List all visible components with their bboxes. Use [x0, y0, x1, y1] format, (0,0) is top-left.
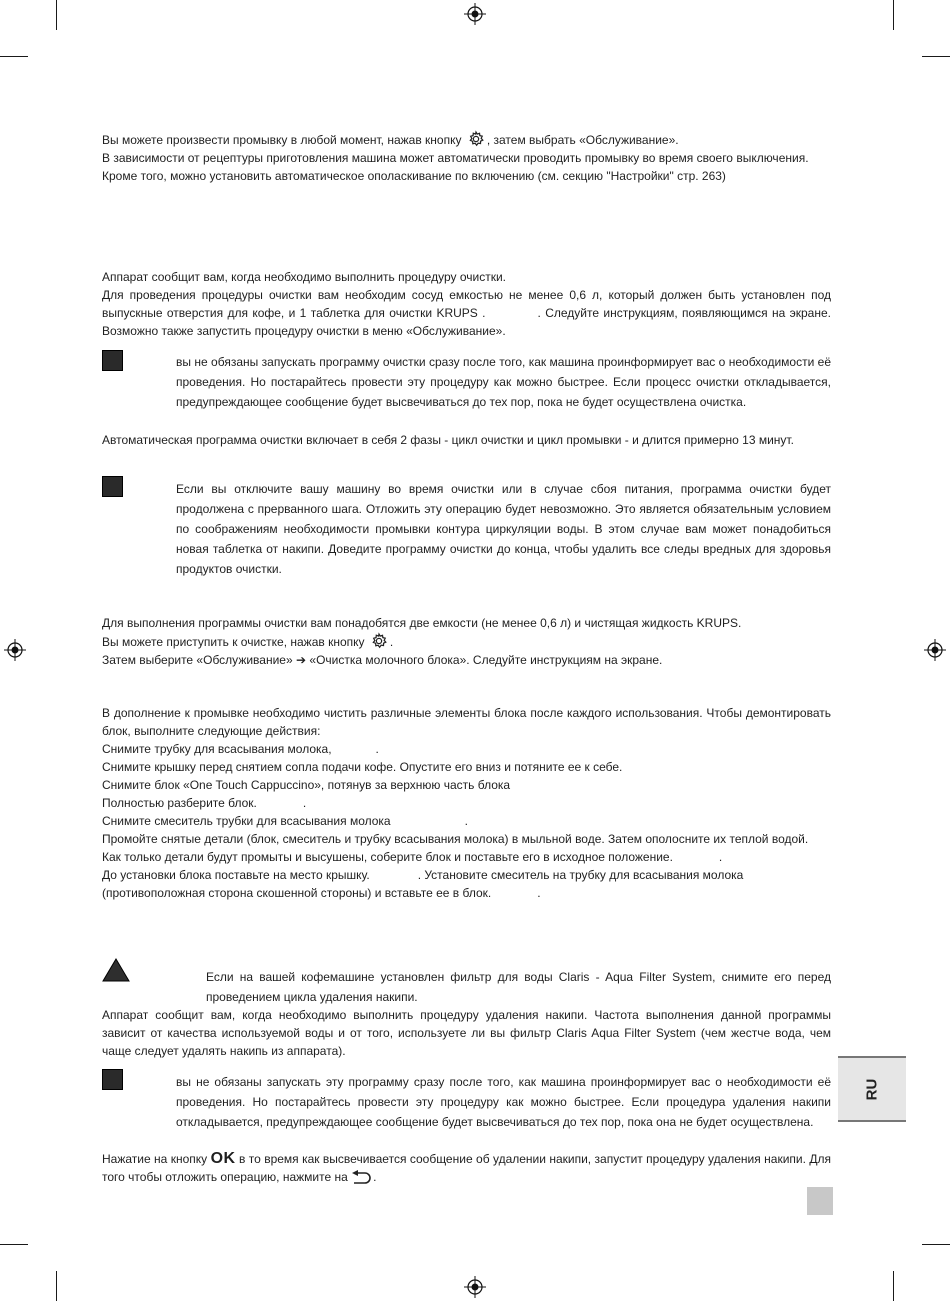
crop-mark: [56, 0, 57, 30]
cover-instruction-b: . Установите смеситель на трубку для всасывания молока: [417, 868, 744, 882]
step-4: Полностью разберите блок.: [102, 796, 257, 810]
cover-instruction-c: (противоположная сторона скошенной стороны) и вставьте ее в блок.: [102, 886, 492, 900]
step-5: Снимите смеситель трубки для всасывания молока: [102, 814, 391, 828]
crop-mark: [0, 1244, 28, 1245]
step-2: Снимите крышку перед снятием сопла подачи кофе. Опустите его вниз и потяните ее к себе.: [102, 760, 623, 774]
cover-instruction-a: До установки блока поставьте на место крышку.: [102, 868, 370, 882]
descaling-warning: Если на вашей кофемашине установлен фильтр для воды Claris - Aqua Filter System, снимите его перед проведением цикла удаления накипи.: [206, 970, 831, 1004]
note-square-icon: [102, 476, 123, 497]
language-tab: [838, 1056, 906, 1122]
warning-triangle-icon: [102, 958, 130, 982]
cleaning-intro: [102, 268, 831, 340]
crop-mark: [893, 1271, 894, 1301]
descaling-intro: Аппарат сообщит вам, когда необходимо выполнить процедуру удаления накипи. Частота выполнения данной программы зависит от качества используемой воды и от того, используете ли вы фильтр Claris Aqua Filter System (чем жестче вода, чем чаще следует удалять накипь из аппарата).: [102, 1008, 831, 1058]
cleaning-phases: Автоматическая программа очистки включает в себя 2 фазы - цикл очистки и цикл промывки - и длится примерно 13 минут.: [102, 433, 794, 447]
ok-line-mid: в то время как высвечивается сообщение об удалении накипи, запустит процедуру удаления накипи. Для того чтобы отложить операцию, нажмите на: [102, 1152, 831, 1184]
rinse-line-1-end: , затем выбрать «Обслуживание».: [486, 133, 679, 147]
back-arrow-icon: [351, 1170, 373, 1184]
milk-line-1: Для выполнения программы очистки вам понадобятся две емкости (не менее 0,6 л) и чистящая жидкость KRUPS.: [102, 616, 742, 630]
cleaning-intro-line: Аппарат сообщит вам, когда необходимо выполнить процедуру очистки.: [102, 270, 506, 284]
ok-button-label: OK: [210, 1150, 236, 1167]
cover-end: .: [537, 886, 541, 900]
step-5-end: .: [464, 814, 468, 828]
wash-instruction: Промойте снятые детали (блок, смеситель и трубку всасывания молока) в мыльной воде. Затем ополосните их теплой водой.: [102, 832, 809, 846]
milk-line-3-start: Затем выберите «Обслуживание»: [102, 653, 293, 667]
crop-mark: [922, 56, 950, 57]
gear-icon: [465, 130, 487, 148]
cleaning-note-2: Если вы отключите вашу машину во время очистки или в случае сбоя питания, программа очистки будет продолжена с прерванного шага. Отложить эту операцию будет невозможно. Это является обязательным условием по соображениям необходимости промывки контура циркуляции воды. В этом случае вам может понадобиться новая таблетка от накипи. Доведите программу очистки до конца, чтобы удалить все следы вредных для здоровья продуктов очистки.: [176, 482, 831, 576]
assemble-end: .: [718, 850, 723, 864]
step-1: Снимите трубку для всасывания молока,: [102, 742, 332, 756]
step-1-end: .: [375, 742, 379, 756]
note-square-icon: [102, 350, 123, 371]
cleaning-note-1: вы не обязаны запускать программу очистки сразу после того, как машина проинформирует вас о необходимости её проведения. Но постарайтесь провести эту процедуру как можно быстрее. Если процесс очистки откладывается, предупреждающее сообщение будет высвечиваться до тех пор, пока не будет осуществлена очистка.: [176, 355, 831, 409]
rinse-paragraph: [102, 130, 831, 185]
crop-mark: [922, 1244, 950, 1245]
disassembly-intro: В дополнение к промывке необходимо чистить различные элементы блока после каждого использования. Чтобы демонтировать блок, выполните следующие действия:: [102, 706, 831, 738]
milk-line-2-start: Вы можете приступить к очистке, нажав кнопку: [102, 635, 365, 649]
note-square-icon: [102, 1069, 123, 1090]
rinse-line-3: Кроме того, можно установить автоматическое ополаскивание по включению (см. секцию "Настройки" стр. 263): [102, 169, 726, 183]
milk-cleaning-paragraph: [102, 614, 831, 669]
ok-line-start: Нажатие на кнопку: [102, 1152, 208, 1166]
registration-mark-icon: [4, 639, 26, 661]
crop-mark: [56, 1271, 57, 1301]
ok-line-end: .: [373, 1170, 377, 1184]
registration-mark-icon: [464, 1276, 486, 1298]
page-number-box: [807, 1187, 833, 1215]
step-3: Снимите блок «One Touch Cappuccino», потянув за верхнюю часть блока: [102, 778, 511, 792]
descaling-ok-paragraph: [102, 1150, 831, 1186]
cleaning-details-a: Для проведения процедуры очистки вам необходим сосуд емкостью не менее 0,6 л, который должен быть установлен под выпускные отверстия для кофе, и 1 таблетка для очистки KRUPS .: [102, 288, 831, 320]
disassembly-paragraph: [102, 704, 831, 902]
rinse-line-1-start: Вы можете произвести промывку в любой момент, нажав кнопку: [102, 133, 462, 147]
registration-mark-icon: [464, 3, 486, 25]
cleaning-details-b: . Следуйте инструкциям, появляющимся на экране. Возможно также запустить процедуру очистки в меню «Обслуживание».: [102, 306, 831, 338]
milk-line-2-end: .: [389, 635, 394, 649]
step-4-end: .: [302, 796, 307, 810]
arrow-right-icon: ➔: [295, 653, 307, 667]
gear-icon: [368, 632, 390, 650]
language-tab-label: RU: [863, 1078, 881, 1100]
crop-mark: [0, 56, 28, 57]
descaling-note: вы не обязаны запускать эту программу сразу после того, как машина проинформирует вас о необходимости её проведения. Но постарайтесь провести эту процедуру как можно быстрее. Если процедура удаления накипи откладывается, предупреждающее сообщение будет высвечиваться до тех пор, пока она не будет осуществлена.: [176, 1075, 831, 1129]
rinse-line-2: В зависимости от рецептуры приготовления машина может автоматически проводить промывку во время своего выключения.: [102, 151, 809, 165]
milk-line-3-end: «Очистка молочного блока». Следуйте инструкциям на экране.: [309, 653, 663, 667]
assemble-instruction: Как только детали будут промыты и высушены, соберите блок и поставьте его в исходное положение.: [102, 850, 673, 864]
crop-mark: [893, 0, 894, 30]
registration-mark-icon: [924, 639, 946, 661]
